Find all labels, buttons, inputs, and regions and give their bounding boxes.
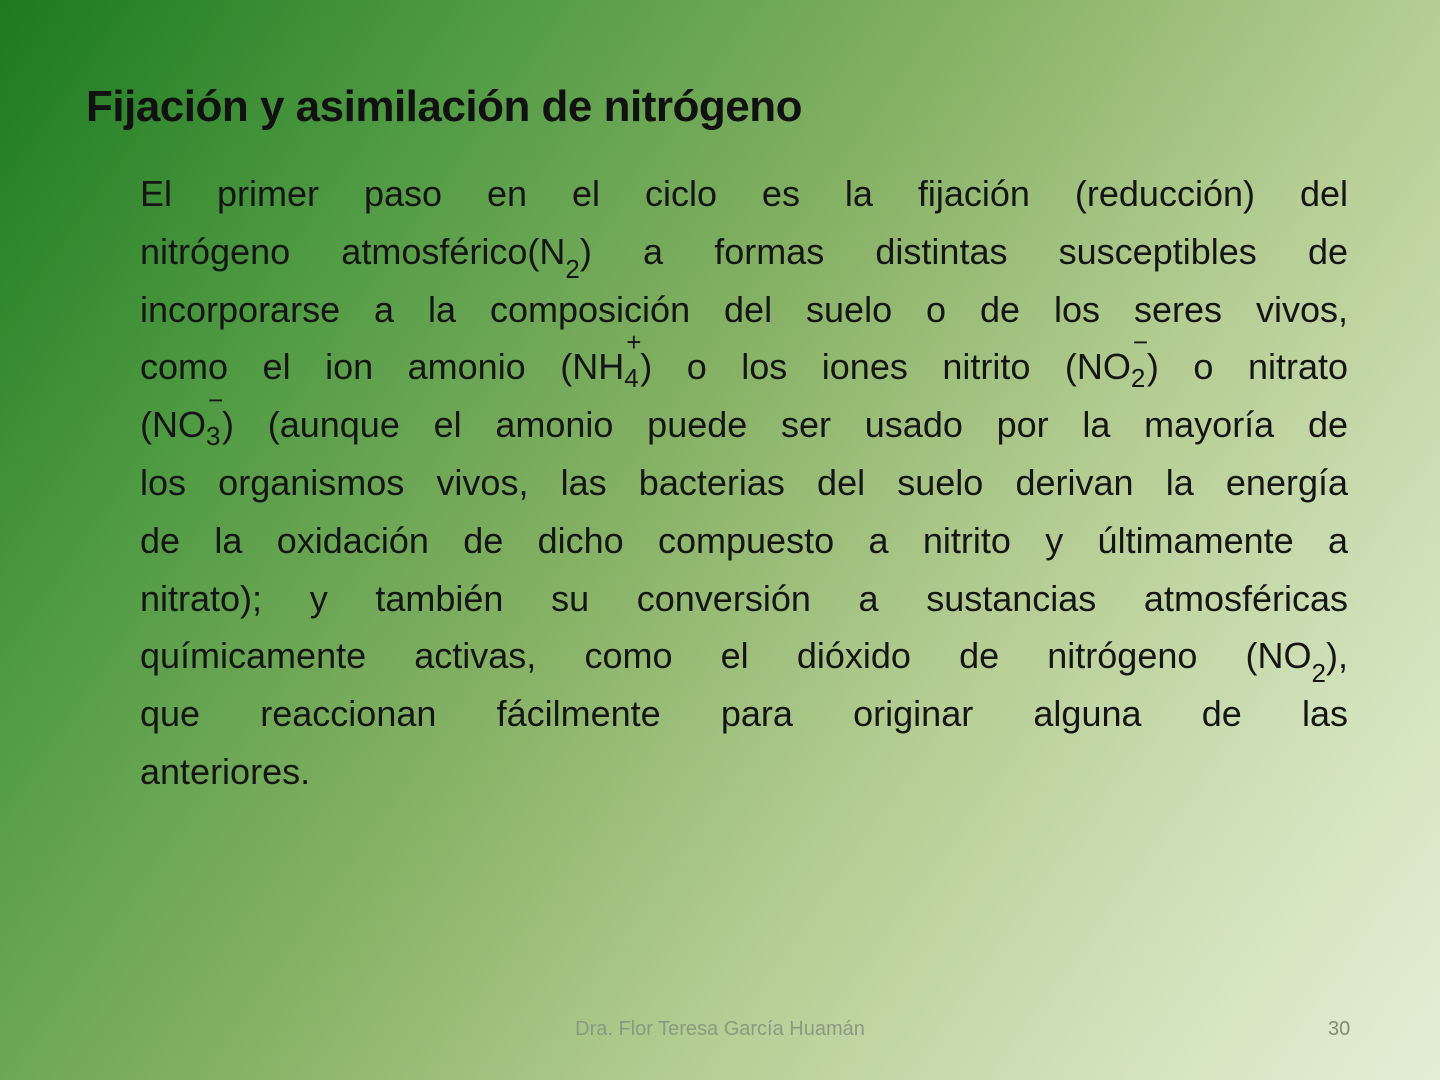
text-line (140, 512, 1348, 570)
slide-title: Fijación y asimilación de nitrógeno (86, 82, 802, 131)
text: que reaccionan fácilmente para originar alguna de las (140, 693, 1348, 735)
text-line (140, 281, 1348, 339)
text: nitrógeno $atmosférico(N_2)$ a formas distintas susceptibles de (140, 230, 1348, 284)
text: químicamente activas, como el dióxido de nitrógeno $(NO_2)$, (140, 635, 1348, 689)
text: anteriores. (140, 750, 311, 792)
footer-author: Dra. Flor Teresa García Huamán (575, 1018, 865, 1040)
slide-body-paragraph (140, 165, 1348, 801)
text-line (140, 570, 1348, 628)
text-line (140, 454, 1348, 512)
text-line (140, 223, 1348, 284)
text: los organismos vivos, las bacterias del suelo derivan la energía (140, 461, 1348, 503)
text: incorporarse a la composición del suelo o de los seres vivos, (140, 288, 1348, 330)
text-line (140, 165, 1348, 223)
text: (NO 3 − ) (aunque el amonio puede ser usado por la mayoría de (140, 385, 1348, 452)
text: nitrato); y también su conversión a sustancias atmosféricas (140, 577, 1348, 619)
text: de la oxidación de dicho compuesto a nitrito y últimamente a (140, 519, 1348, 561)
text-line (140, 743, 1348, 801)
text: El primer paso en el ciclo es la fijación (reducción) del (140, 173, 1348, 214)
text: como el ion amonio (NH 4 + ) o los iones nitrito (NO 2 − ) o nitrato (140, 327, 1349, 394)
text-line (140, 385, 1348, 454)
slide-number: 30 (1328, 1018, 1351, 1040)
text-line (140, 627, 1348, 689)
text-line (140, 327, 1349, 396)
text-line (140, 685, 1348, 743)
